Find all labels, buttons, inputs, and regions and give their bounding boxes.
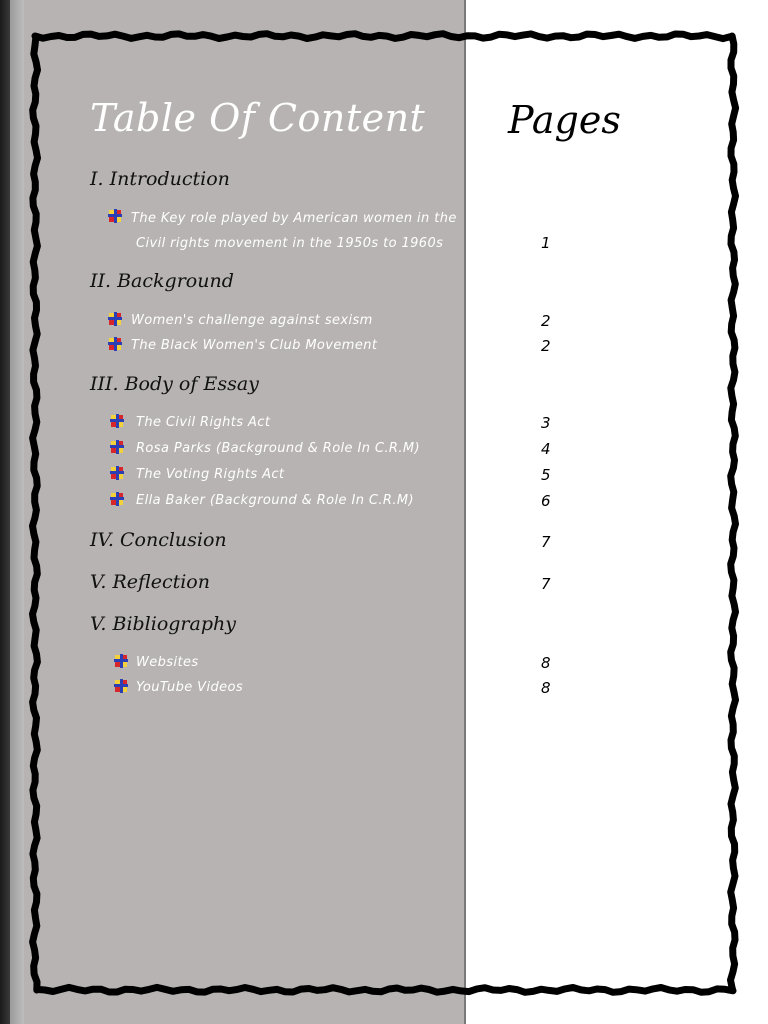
bullet-icon bbox=[108, 337, 122, 351]
bullet-icon bbox=[110, 414, 124, 428]
toc-item-womens-challenge: Women's challenge against sexism bbox=[131, 313, 373, 328]
toc-item-ella-baker: Ella Baker (Background & Role In C.R.M) bbox=[136, 493, 414, 508]
bullet-icon bbox=[114, 654, 128, 668]
pages-column-header: Pages bbox=[508, 98, 621, 142]
toc-item-civil-rights-act: The Civil Rights Act bbox=[136, 415, 271, 430]
toc-item-rosa-parks: Rosa Parks (Background & Role In C.R.M) bbox=[136, 441, 420, 456]
bullet-icon bbox=[108, 312, 122, 326]
page-number: 5 bbox=[541, 466, 551, 484]
page-number: 2 bbox=[541, 312, 551, 330]
section-body-of-essay: III. Body of Essay bbox=[90, 373, 259, 395]
page-number: 2 bbox=[541, 337, 551, 355]
toc-item-websites: Websites bbox=[136, 655, 199, 670]
bullet-icon bbox=[110, 492, 124, 506]
toc-item-black-womens-club: The Black Women's Club Movement bbox=[131, 338, 378, 353]
section-introduction: I. Introduction bbox=[90, 168, 230, 190]
page-number: 8 bbox=[541, 654, 551, 672]
toc-item-voting-rights-act: The Voting Rights Act bbox=[136, 467, 285, 482]
section-conclusion: IV. Conclusion bbox=[90, 529, 227, 551]
toc-item-key-role-line2: Civil rights movement in the 1950s to 1960s bbox=[136, 236, 444, 251]
section-bibliography: V. Bibliography bbox=[90, 613, 236, 635]
page-number: 8 bbox=[541, 679, 551, 697]
page-number: 4 bbox=[541, 440, 551, 458]
bullet-icon bbox=[114, 679, 128, 693]
page-number: 7 bbox=[541, 533, 551, 551]
toc-item-youtube-videos: YouTube Videos bbox=[136, 680, 244, 695]
page-title: Table Of Content bbox=[90, 96, 426, 140]
page-number: 6 bbox=[541, 492, 551, 510]
page-number: 7 bbox=[541, 575, 551, 593]
section-background: II. Background bbox=[90, 270, 234, 292]
bullet-icon bbox=[110, 440, 124, 454]
page-number: 1 bbox=[541, 234, 551, 252]
toc-item-key-role-line1: The Key role played by American women in the bbox=[131, 211, 457, 226]
bullet-icon bbox=[108, 209, 122, 223]
bullet-icon bbox=[110, 466, 124, 480]
page-number: 3 bbox=[541, 414, 551, 432]
section-reflection: V. Reflection bbox=[90, 571, 210, 593]
